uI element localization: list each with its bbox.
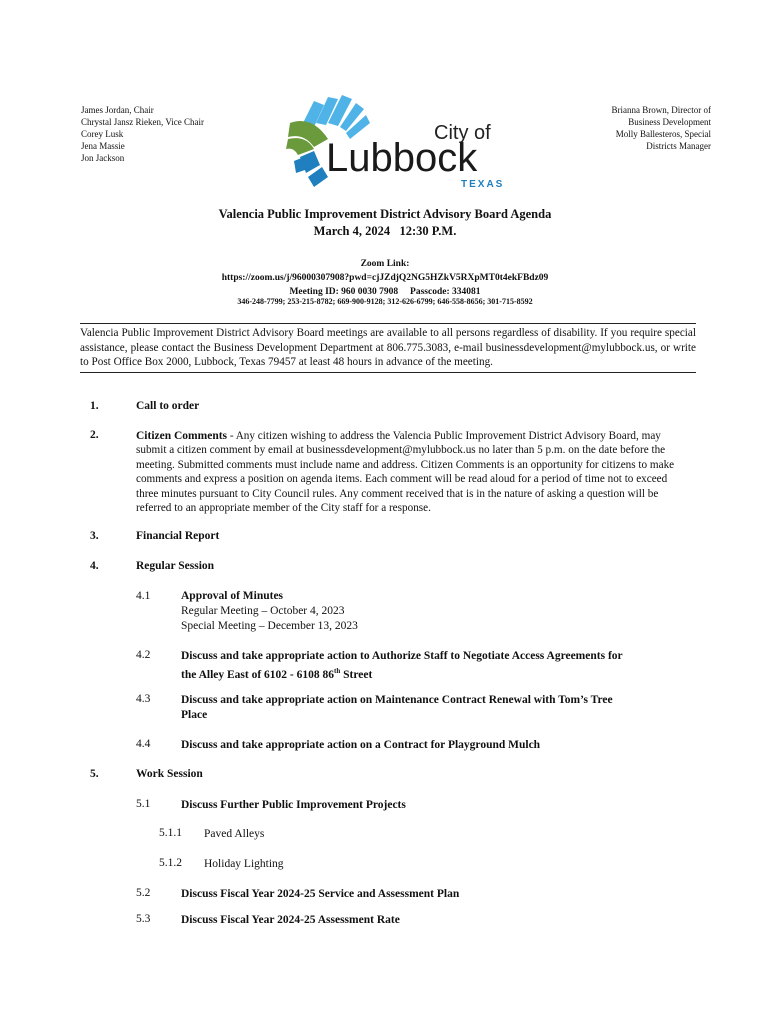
item-number: 2. (90, 429, 99, 441)
logo-texas: TEXAS (461, 179, 504, 190)
staff-line: Molly Ballesteros, Special (615, 129, 711, 139)
sub-item-title: Discuss and take appropriate action on a Contract for Playground Mulch (181, 739, 541, 751)
item-number: 4. (90, 560, 99, 572)
agenda-title-line: Valencia Public Improvement District Advisory Board Agenda (218, 207, 552, 221)
sub-item-title: Discuss and take appropriate action on Maintenance Contract Renewal with Tom’s Tree (181, 694, 613, 706)
item-title: Work Session (136, 768, 203, 780)
sub-item-title: Discuss Fiscal Year 2024-25 Assessment Rate (181, 914, 400, 926)
sub-sub-item-title: Holiday Lighting (204, 858, 284, 870)
item-title: Citizen Comments (136, 430, 228, 442)
sub-item-title: Discuss Fiscal Year 2024-25 Service and Assessment Plan (181, 888, 460, 900)
sub-item-title: Discuss and take appropriate action to Authorize Staff to Negotiate Access Agreements for (181, 650, 623, 662)
sub-item-title-cont: the Alley East of 6102 - 6108 86th Street (181, 667, 373, 681)
sub-sub-item-number: 5.1.2 (159, 857, 182, 869)
citizen-comments-item (136, 429, 684, 515)
logo-lubbock: Lubbock (326, 136, 478, 180)
staff-line: Brianna Brown, Director of (611, 105, 711, 115)
sub-sub-item-title: Paved Alleys (204, 828, 265, 840)
board-member: Jon Jackson (81, 153, 125, 163)
board-member: Jena Massie (81, 141, 125, 151)
sub-item (181, 693, 681, 723)
board-member: James Jordan, Chair (81, 105, 154, 115)
staff-line: Districts Manager (646, 141, 711, 151)
staff-contacts (612, 104, 711, 152)
city-of-lubbock-logo (284, 95, 504, 190)
board-member: Corey Lusk (81, 129, 124, 139)
sub-item (181, 649, 681, 683)
item-number: 3. (90, 530, 99, 542)
sub-item-number: 4.3 (136, 693, 151, 705)
item-number: 5. (90, 768, 99, 780)
zoom-label: Zoom Link: (360, 259, 410, 269)
item-title: Financial Report (136, 530, 220, 542)
sub-item-title: Discuss Further Public Improvement Projects (181, 799, 406, 811)
board-members (81, 104, 204, 164)
item-number: 1. (90, 400, 99, 412)
sub-item-title-cont: Place (181, 709, 208, 721)
staff-line: Business Development (628, 117, 711, 127)
board-member: Chrystal Jansz Rieken, Vice Chair (81, 117, 205, 127)
item-description: - Any citizen wishing to address the Valencia Public Improvement District Advisory Board, may submit a citizen comment by email at businessdevelopment@mylubbock.us no later than 5 p.m. on the date before the meeting. Submitted comments must include name and address. Citizen Comments is an opportunity for citizens to make comments and express a position on agenda items. Each comment will be read aloud for a period of time not to exceed three minutes pursuant to City Council rules. Any comment received that is in the nature of asking a question will be referred to an appropriate member of the City staff for a response. (136, 430, 675, 515)
logo-city-of: City of (434, 122, 491, 144)
sub-item-title: Approval of Minutes (181, 590, 284, 602)
sub-item (181, 589, 358, 634)
sub-item-number: 4.1 (136, 590, 151, 602)
agenda-title (0, 206, 770, 240)
sub-item-number: 5.1 (136, 798, 151, 810)
sub-item-number: 4.4 (136, 738, 151, 750)
sub-item-line: Special Meeting – December 13, 2023 (181, 620, 358, 632)
sub-item-line: Regular Meeting – October 4, 2023 (181, 605, 345, 617)
item-title: Regular Session (136, 560, 215, 572)
sub-item-number: 4.2 (136, 649, 151, 661)
item-title: Call to order (136, 400, 200, 412)
sub-item-number: 5.2 (136, 887, 151, 899)
phone-numbers: 346-248-7799; 253-215-8782; 669-900-9128; 312-626-6799; 646-558-8656; 301-715-8592 (237, 297, 533, 306)
accessibility-notice: Valencia Public Improvement District Advisory Board meetings are available to all persons regardless of disability. If you require special assistance, please contact the Business Development Department at 806.775.3083, e-mail businessdevelopment@mylubbock.us, or write to Post Office Box 2000, Lubbock, Texas 79457 at least 48 hours in advance of the meeting. (80, 323, 696, 373)
sub-sub-item-number: 5.1.1 (159, 827, 182, 839)
zoom-link[interactable]: https://zoom.us/j/96000307908?pwd=cjJZdjQ2NG5HZkV5RXpMT0t4ekFBdz09 (221, 273, 549, 283)
meeting-id-line: Meeting ID: 960 0030 7908 Passcode: 334081 (289, 287, 481, 297)
zoom-info (0, 257, 770, 299)
sub-item-number: 5.3 (136, 913, 151, 925)
agenda-date-line: March 4, 2024 12:30 P.M. (313, 224, 457, 238)
